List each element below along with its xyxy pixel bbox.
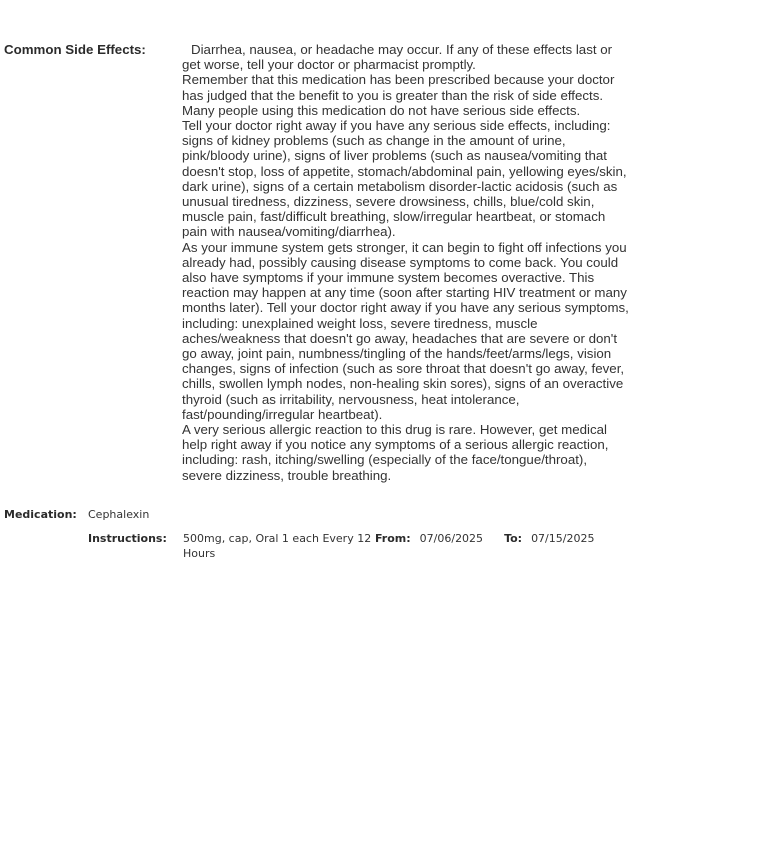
side-effects-paragraph: A very serious allergic reaction to this drug is rare. However, get medical help right away if you notice any symptoms of a serious allergic reaction, including: rash, itching/swelling (especially of the face/tongue/throat), severe dizziness, trouble breathing. [182,422,609,483]
common-side-effects-text [182,42,629,483]
side-effects-paragraph: Remember that this medication has been prescribed because your doctor has judged that the benefit to you is greater than the risk of side effects. Many people using this medication do not have serious side effects. [182,72,615,118]
instructions-label: Instructions: [88,531,167,545]
medication-row [4,507,768,522]
side-effects-paragraph: Tell your doctor right away if you have any serious side effects, including: signs of kidney problems (such as change in the amount of urine, pink/bloody urine), signs of liver problems (such as nausea/vomiting that doesn't stop, loss of appetite, stomach/abdominal pain, yellowing eyes/skin, dark urine), signs of a certain metabolism disorder-lactic acidosis (such as unusual tiredness, dizziness, severe drowsiness, chills, blue/cold skin, muscle pain, fast/difficult breathing, slow/irregular heartbeat, or stomach pain with nausea/vomiting/diarrhea). [182,118,627,240]
medication-value: Cephalexin [88,507,150,521]
common-side-effects-label: Common Side Effects: [4,42,146,57]
from-date: 07/06/2025 [419,531,484,545]
to-label: To: [504,531,523,545]
to-date: 07/15/2025 [531,531,595,545]
from-label: From: [375,531,411,545]
instructions-value: 500mg, cap, Oral 1 each Every 12 Hours [183,531,372,560]
side-effects-paragraph: As your immune system gets stronger, it can begin to fight off infections you already had, possibly causing disease symptoms to come back. You could also have symptoms if your immune system becomes overactive. This reaction may happen at any time (soon after starting HIV treatment or many months later). Tell your doctor right away if you have any serious symptoms, including: unexplained weight loss, severe tiredness, muscle aches/weakness that doesn't go away, headaches that are severe or don't go away, joint pain, numbness/tingling of the hands/feet/arms/legs, vision changes, signs of infection (such as sore throat that doesn't go away, fever, chills, swollen lymph nodes, non-healing skin sores), signs of an overactive thyroid (such as irritability, nervousness, heat intolerance, fast/pounding/irregular heartbeat). [182,239,629,422]
side-effects-paragraph: Diarrhea, nausea, or headache may occur. If any of these effects last or get worse, tell your doctor or pharmacist promptly. [182,42,613,73]
medication-label: Medication: [4,507,77,521]
instructions-row [88,531,768,561]
common-side-effects-section [4,42,768,483]
medication-section [4,507,768,561]
